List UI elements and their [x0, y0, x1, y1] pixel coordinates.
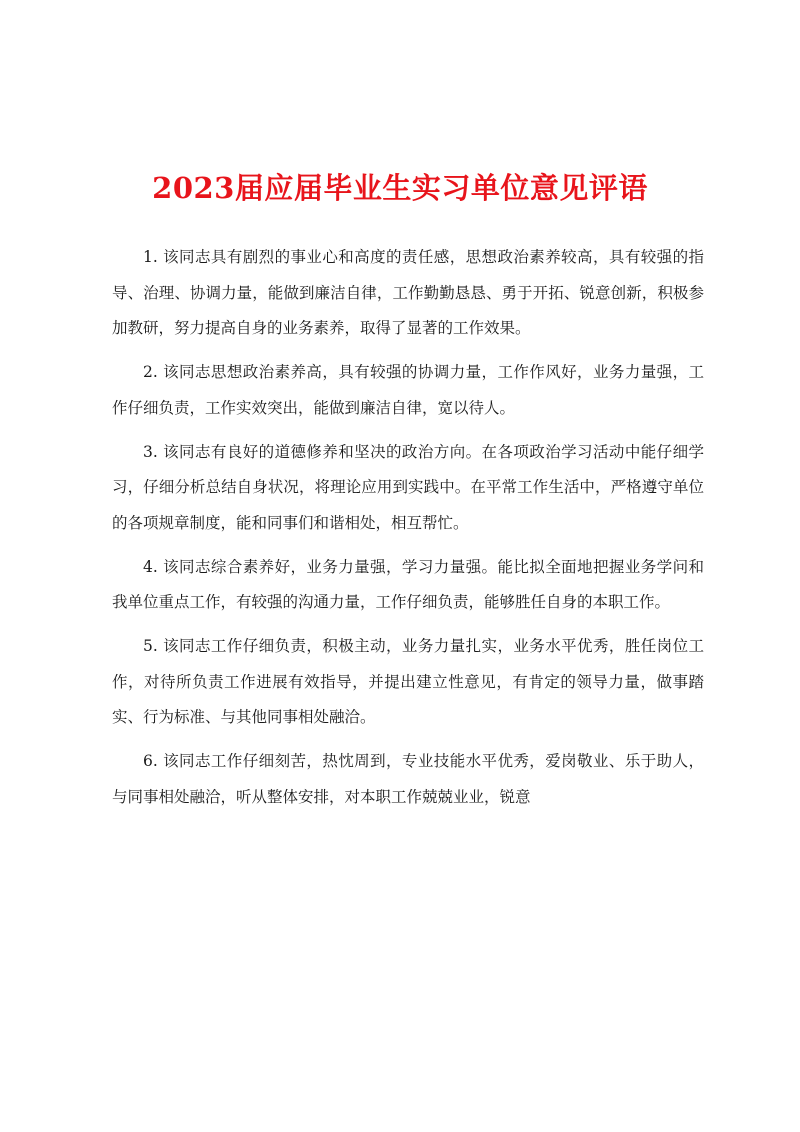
document-title: 2023届应届毕业生实习单位意见评语 [152, 171, 648, 205]
document-body [112, 240, 704, 824]
comment-paragraph-4: 4. 该同志综合素养好，业务力量强，学习力量强。能比拟全面地把握业务学问和我单位重点工作，有较强的沟通力量，工作仔细负责，能够胜任自身的本职工作。 [112, 557, 704, 611]
comment-paragraph-6: 6. 该同志工作仔细刻苦，热忱周到，专业技能水平优秀，爱岗敬业、乐于助人，与同事相处融洽，听从整体安排，对本职工作兢兢业业，锐意 [112, 752, 704, 806]
comment-paragraph-1: 1. 该同志具有剧烈的事业心和高度的责任感，思想政治素养较高，具有较强的指导、治理、协调力量，能做到廉洁自律，工作勤勤恳恳、勇于开拓、锐意创新，积极参加教研，努力提高自身的业务素养，取得了显著的工作效果。 [112, 248, 704, 337]
comment-paragraph-5: 5. 该同志工作仔细负责，积极主动，业务力量扎实，业务水平优秀，胜任岗位工作，对待所负责工作进展有效指导，并提出建立性意见，有肯定的领导力量，做事踏实、行为标准、与其他同事相处融洽。 [112, 637, 704, 726]
comment-paragraph-3: 3. 该同志有良好的道德修养和坚决的政治方向。在各项政治学习活动中能仔细学习，仔细分析总结自身状况，将理论应用到实践中。在平常工作生活中，严格遵守单位的各项规章制度，能和同事们和谐相处，相互帮忙。 [112, 442, 704, 532]
comment-paragraph-2: 2. 该同志思想政治素养高，具有较强的协调力量，工作作风好，业务力量强，工作仔细负责，工作实效突出，能做到廉洁自律，宽以待人。 [112, 363, 704, 417]
